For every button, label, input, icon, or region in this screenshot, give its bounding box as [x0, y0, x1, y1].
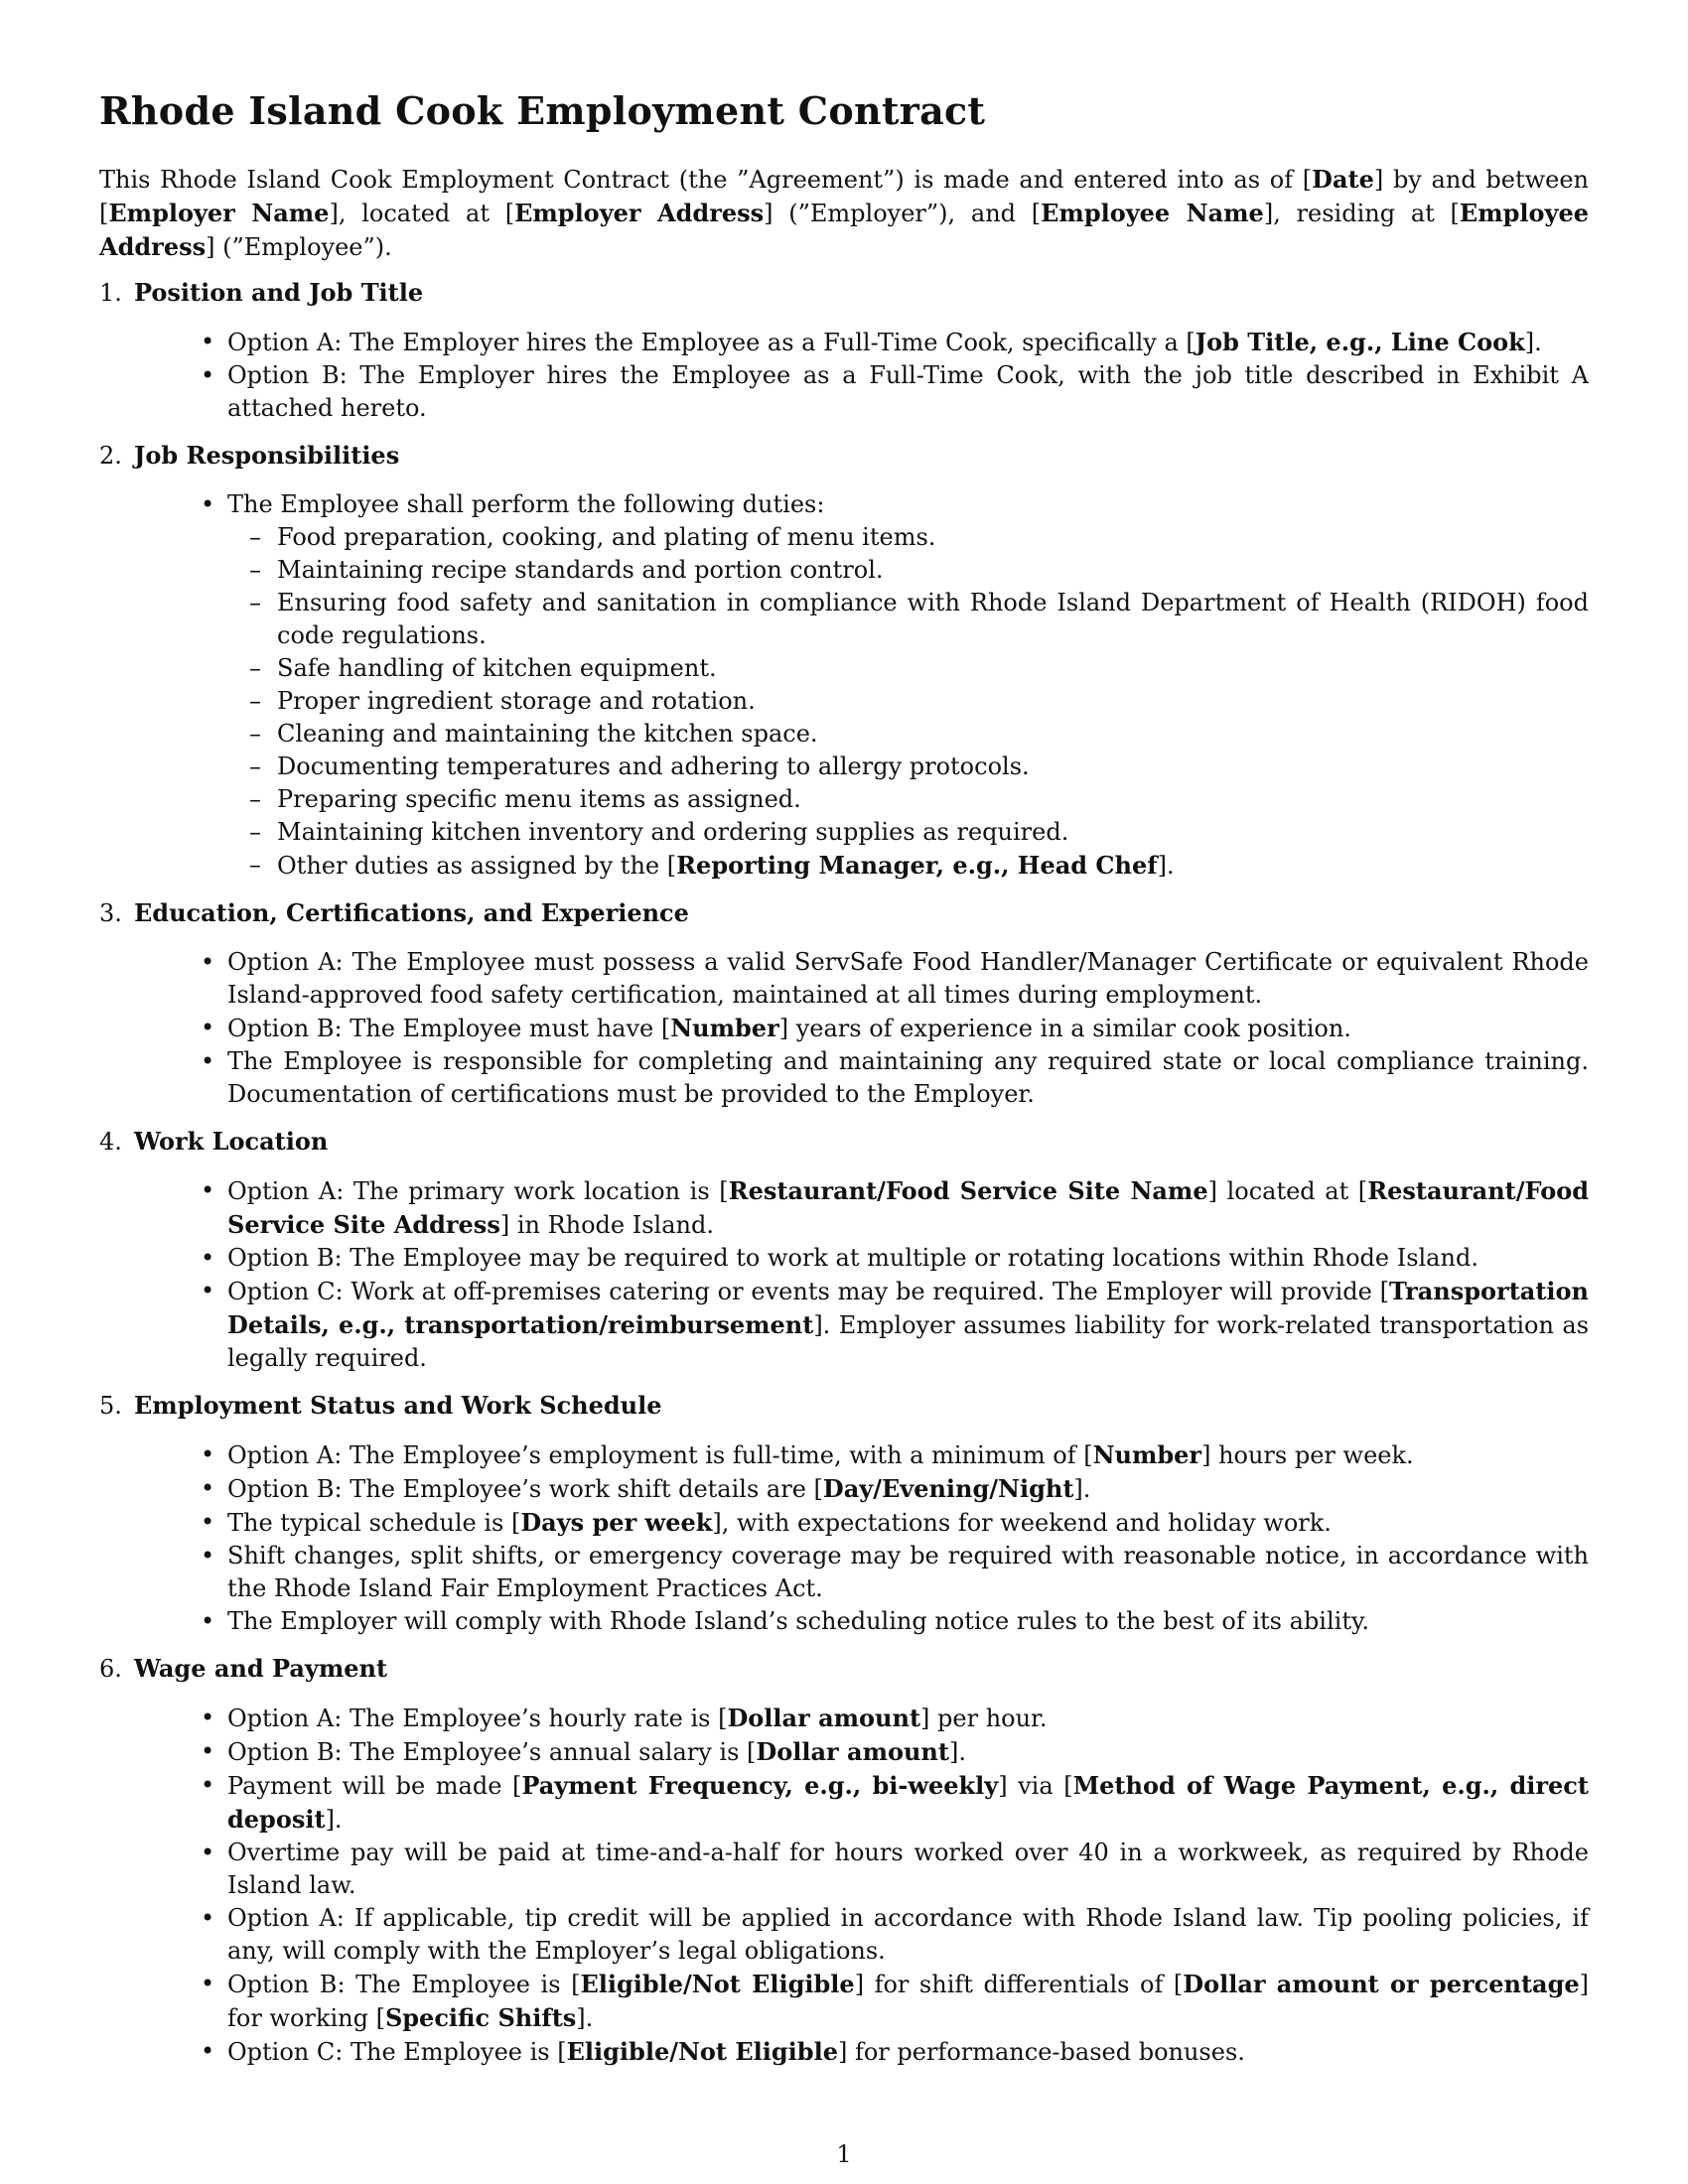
placeholder-field: Dollar amount — [727, 1704, 921, 1732]
list-item — [99, 1438, 1589, 1472]
sub-list-item — [227, 652, 1589, 685]
list-item — [99, 359, 1589, 425]
sub-list-item — [227, 685, 1589, 718]
placeholder-field: Job Title, e.g., Line Cook — [1195, 328, 1525, 356]
list-item — [99, 1902, 1589, 1968]
section-heading — [99, 276, 1589, 310]
text-run: ] (”Employer”), and [ — [764, 200, 1042, 227]
text-run: ] for working [ — [227, 1971, 1590, 2032]
bullet-list — [99, 1702, 1589, 2069]
bullet-list — [99, 946, 1589, 1111]
text-run: Option C: Work at off-premises catering or events may be required. The Employer will provide [ — [227, 1278, 1389, 1305]
placeholder-field: Number — [1092, 1440, 1202, 1469]
text-run: Payment will be made [ — [227, 1772, 522, 1800]
section-title: Education, Certifications, and Experience — [134, 898, 689, 927]
text-run: Option B: The Employee must have [ — [227, 1015, 671, 1042]
text-run: Proper ingredient storage and rotation. — [277, 687, 756, 715]
text-run: ]. — [1157, 852, 1175, 880]
text-run: ] for shift differentials of [ — [854, 1971, 1184, 1998]
sub-list-item — [227, 521, 1589, 554]
sections-list — [99, 276, 1589, 2069]
bullet-list — [99, 326, 1589, 425]
text-run: Maintaining recipe standards and portion control. — [277, 556, 884, 584]
text-run: Option A: The Employer hires the Employee as a Full-Time Cook, specifically a [ — [227, 329, 1196, 356]
text-run: The Employee shall perform the following duties: — [227, 490, 825, 518]
placeholder-field: Payment Frequency, e.g., bi-weekly — [521, 1771, 999, 1800]
sub-list-item — [227, 718, 1589, 751]
placeholder-field: Restaurant/Food Service Site Address — [227, 1176, 1590, 1239]
section-title: Employment Status and Work Schedule — [134, 1391, 662, 1420]
section-title: Work Location — [134, 1127, 329, 1156]
text-run: Option B: The Employee’s annual salary is [ — [227, 1738, 757, 1766]
text-run: Preparing specific menu items as assigned. — [277, 785, 801, 813]
section-number: 5. — [99, 1392, 122, 1420]
list-item — [99, 1472, 1589, 1506]
list-item — [99, 1275, 1589, 1375]
list-item — [99, 1769, 1589, 1837]
text-run: Option B: The Employee is [ — [227, 1971, 581, 1998]
section-2 — [99, 439, 1589, 883]
list-item — [99, 1837, 1589, 1902]
intro-paragraph — [99, 163, 1589, 264]
text-run: ] in Rhode Island. — [499, 1211, 714, 1239]
section-number: 1. — [99, 279, 122, 307]
text-run: ] per hour. — [920, 1705, 1048, 1732]
placeholder-field: Dollar amount or percentage — [1183, 1970, 1580, 1998]
text-run: ]. — [948, 1738, 966, 1766]
sub-list-item — [227, 554, 1589, 587]
placeholder-field: Days per week — [520, 1508, 713, 1537]
section-title: Job Responsibilities — [134, 441, 400, 470]
section-title: Position and Job Title — [134, 278, 424, 307]
text-run: ]. — [1524, 329, 1542, 356]
section-heading — [99, 1125, 1589, 1159]
section-title: Wage and Payment — [134, 1654, 388, 1683]
text-run: The typical schedule is [ — [227, 1509, 521, 1537]
list-item — [99, 2035, 1589, 2069]
section-number: 2. — [99, 442, 122, 470]
text-run: Cleaning and maintaining the kitchen space. — [277, 720, 818, 748]
text-run: Option B: The Employee may be required to work at multiple or rotating locations within Rhode Island. — [227, 1244, 1478, 1272]
text-run: This Rhode Island Cook Employment Contract (the ”Agreement”) is made and entered into as of [ — [99, 166, 1313, 194]
section-6 — [99, 1652, 1589, 2069]
text-run: ]. — [576, 2004, 594, 2032]
text-run: ] years of experience in a similar cook position. — [778, 1015, 1351, 1042]
list-item — [99, 1012, 1589, 1045]
list-item — [99, 1702, 1589, 1735]
text-run: The Employer will comply with Rhode Island’s scheduling notice rules to the best of its ability. — [227, 1607, 1369, 1635]
placeholder-field: Dollar amount — [756, 1737, 949, 1766]
text-run: Option B: The Employer hires the Employee as a Full-Time Cook, with the job title described in Exhibit A attached hereto. — [227, 361, 1589, 422]
section-number: 3. — [99, 899, 122, 927]
sub-list-item — [227, 587, 1589, 652]
text-run: The Employee is responsible for completing and maintaining any required state or local compliance training. Documentation of certifications must be provided to the Employer. — [227, 1047, 1589, 1108]
section-4 — [99, 1125, 1589, 1375]
section-number: 6. — [99, 1655, 122, 1683]
sub-list-item — [227, 849, 1589, 883]
list-item — [99, 946, 1589, 1012]
placeholder-field: Number — [670, 1014, 779, 1042]
placeholder-field: Employer Address — [514, 199, 765, 227]
bullet-list — [99, 488, 1589, 883]
text-run: Shift changes, split shifts, or emergency coverage may be required with reasonable notice, in accordance with the Rhode Island Fair Employment Practices Act. — [227, 1542, 1589, 1602]
list-item — [99, 1174, 1589, 1242]
sub-list-item — [227, 751, 1589, 783]
text-run: Option A: If applicable, tip credit will be applied in accordance with Rhode Island law. Tip pooling policies, if any, will comply with the Employer’s legal obligations. — [227, 1904, 1589, 1965]
text-run: Option A: The primary work location is [ — [227, 1177, 729, 1205]
section-5 — [99, 1389, 1589, 1638]
list-item — [99, 488, 1589, 883]
placeholder-field: Employee Name — [1041, 199, 1264, 227]
text-run: ], located at [ — [329, 200, 515, 227]
text-run: Option A: The Employee’s employment is full-time, with a minimum of [ — [227, 1441, 1093, 1469]
text-run: Ensuring food safety and sanitation in compliance with Rhode Island Department of Health (RIDOH) food code regulations. — [277, 589, 1589, 649]
text-run: ]. — [1073, 1475, 1091, 1503]
list-item — [99, 1605, 1589, 1638]
text-run: ] by and between [ — [99, 166, 1590, 227]
placeholder-field: Restaurant/Food Service Site Name — [728, 1176, 1208, 1205]
list-item — [99, 1242, 1589, 1275]
list-item — [99, 1045, 1589, 1111]
document-page — [99, 87, 1589, 2083]
page-number: 1 — [836, 2140, 852, 2168]
text-run: ], with expectations for weekend and holiday work. — [712, 1509, 1332, 1537]
placeholder-field: Method of Wage Payment, e.g., direct deposit — [227, 1771, 1590, 1834]
placeholder-field: Eligible/Not Eligible — [580, 1970, 855, 1998]
text-run: Safe handling of kitchen equipment. — [277, 654, 717, 682]
text-run: Other duties as assigned by the [ — [277, 852, 677, 880]
list-item — [99, 1968, 1589, 2035]
list-item — [99, 1506, 1589, 1540]
text-run: Option B: The Employee’s work shift details are [ — [227, 1475, 823, 1503]
section-heading — [99, 896, 1589, 930]
text-run: ]. — [325, 1806, 343, 1834]
text-run: Food preparation, cooking, and plating of menu items. — [277, 523, 936, 551]
dash-list — [227, 521, 1589, 883]
list-item — [99, 326, 1589, 359]
section-heading — [99, 439, 1589, 473]
placeholder-field: Employee Address — [99, 199, 1589, 261]
section-3 — [99, 896, 1589, 1111]
bullet-list — [99, 1174, 1589, 1375]
text-run: Option A: The Employee must possess a valid ServSafe Food Handler/Manager Certificate or equivalent Rhode Island-approved food safety certification, maintained at all times during employment. — [227, 948, 1589, 1009]
section-1 — [99, 276, 1589, 425]
text-run: Maintaining kitchen inventory and ordering supplies as required. — [277, 818, 1069, 846]
placeholder-field: Eligible/Not Eligible — [566, 2037, 838, 2066]
placeholder-field: Specific Shifts — [384, 2003, 577, 2032]
text-run: Option A: The Employee’s hourly rate is [ — [227, 1705, 728, 1732]
section-heading — [99, 1389, 1589, 1423]
section-number: 4. — [99, 1128, 122, 1156]
list-item — [99, 1735, 1589, 1769]
section-heading — [99, 1652, 1589, 1686]
bullet-list — [99, 1438, 1589, 1638]
placeholder-field: Day/Evening/Night — [822, 1474, 1074, 1503]
list-item — [99, 1540, 1589, 1605]
text-run: Overtime pay will be paid at time-and-a-half for hours worked over 40 in a workweek, as required by Rhode Island law. — [227, 1839, 1589, 1899]
text-run: ] via [ — [998, 1772, 1073, 1800]
placeholder-field: Date — [1312, 165, 1374, 194]
sub-list-item — [227, 816, 1589, 849]
text-run: ] for performance-based bonuses. — [837, 2038, 1245, 2066]
placeholder-field: Transportation Details, e.g., transportation/reimbursement — [227, 1277, 1589, 1339]
document-title: Rhode Island Cook Employment Contract — [99, 88, 986, 133]
placeholder-field: Employer Name — [108, 199, 330, 227]
text-run: Option C: The Employee is [ — [227, 2038, 567, 2066]
sub-list-item — [227, 783, 1589, 816]
text-run: Documenting temperatures and adhering to allergy protocols. — [277, 752, 1030, 780]
text-run: ] (”Employee”). — [206, 233, 392, 261]
text-run: ]. Employer assumes liability for work-related transportation as legally required. — [227, 1311, 1590, 1372]
text-run: ] located at [ — [1207, 1177, 1368, 1205]
placeholder-field: Reporting Manager, e.g., Head Chef — [676, 851, 1158, 880]
text-run: ], residing at [ — [1263, 200, 1460, 227]
text-run: ] hours per week. — [1201, 1441, 1414, 1469]
